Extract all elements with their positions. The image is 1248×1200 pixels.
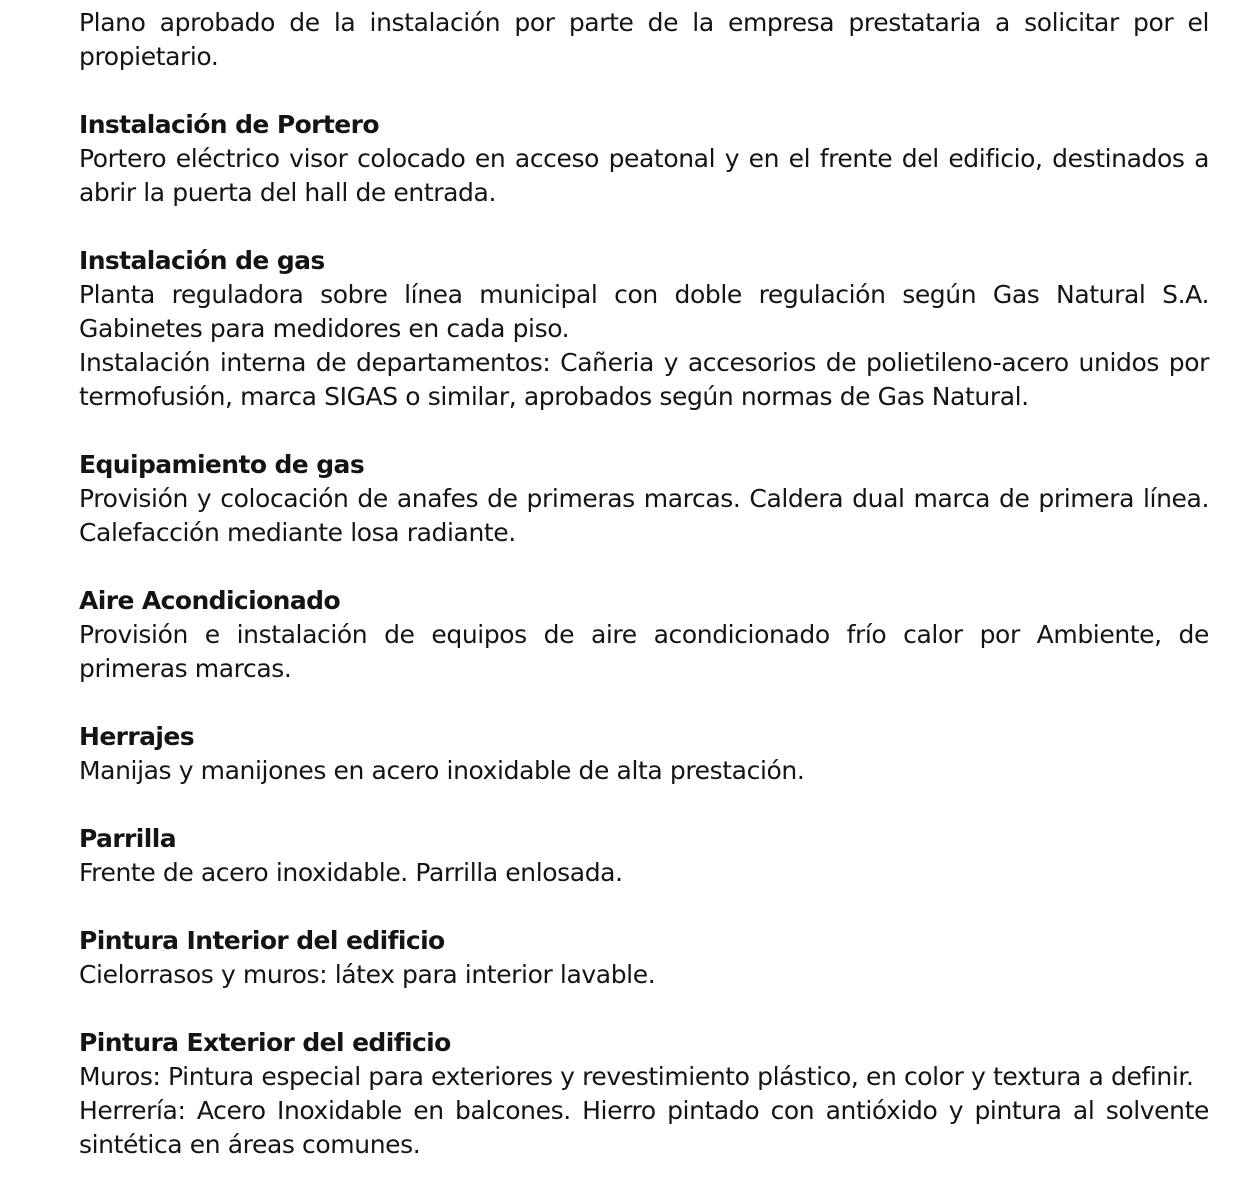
section-heading: Pintura Interior del edificio [79,926,445,955]
section-paragraph: Frente de acero inoxidable. Parrilla enlosada. [79,858,623,887]
section-paragraph: Muros: Pintura especial para exteriores y revestimiento plástico, en color y textura a definir. [79,1062,1194,1091]
section-heading: Herrajes [79,722,195,751]
section-heading: Parrilla [79,824,176,853]
section-instalacion-gas [79,244,1209,414]
intro-paragraph: Plano aprobado de la instalación por parte de la empresa prestataria a solicitar por el propietario. [79,8,1209,71]
section-pintura-exterior [79,1026,1209,1162]
section-paragraph: Herrería: Acero Inoxidable en balcones. Hierro pintado con antióxido y pintura al solvente sintética en áreas comunes. [79,1096,1209,1159]
section-paragraph: Provisión y colocación de anafes de primeras marcas. Caldera dual marca de primera línea. Calefacción mediante losa radiante. [79,484,1209,547]
section-paragraph: Portero eléctrico visor colocado en acceso peatonal y en el frente del edificio, destinados a abrir la puerta del hall de entrada. [79,144,1209,207]
section-heading: Pintura Exterior del edificio [79,1028,451,1057]
section-herrajes [79,720,1209,788]
section-aire-acondicionado [79,584,1209,686]
section-paragraph: Provisión e instalación de equipos de aire acondicionado frío calor por Ambiente, de primeras marcas. [79,620,1209,683]
section-heading: Aire Acondicionado [79,586,341,615]
section-paragraph: Planta reguladora sobre línea municipal con doble regulación según Gas Natural S.A. Gabinetes para medidores en cada piso. [79,280,1209,343]
section-paragraph: Instalación interna de departamentos: Cañeria y accesorios de polietileno-acero unidos por termofusión, marca SIGAS o similar, aprobados según normas de Gas Natural. [79,348,1209,411]
section-heading: Instalación de Portero [79,110,379,139]
section-equipamiento-gas [79,448,1209,550]
section-pintura-interior [79,924,1209,992]
section-parrilla [79,822,1209,890]
section-paragraph: Manijas y manijones en acero inoxidable de alta prestación. [79,756,805,785]
section-heading: Equipamiento de gas [79,450,365,479]
section-portero [79,108,1209,210]
section-heading: Instalación de gas [79,246,325,275]
section-paragraph: Cielorrasos y muros: látex para interior lavable. [79,960,656,989]
document-page [79,6,1209,1162]
